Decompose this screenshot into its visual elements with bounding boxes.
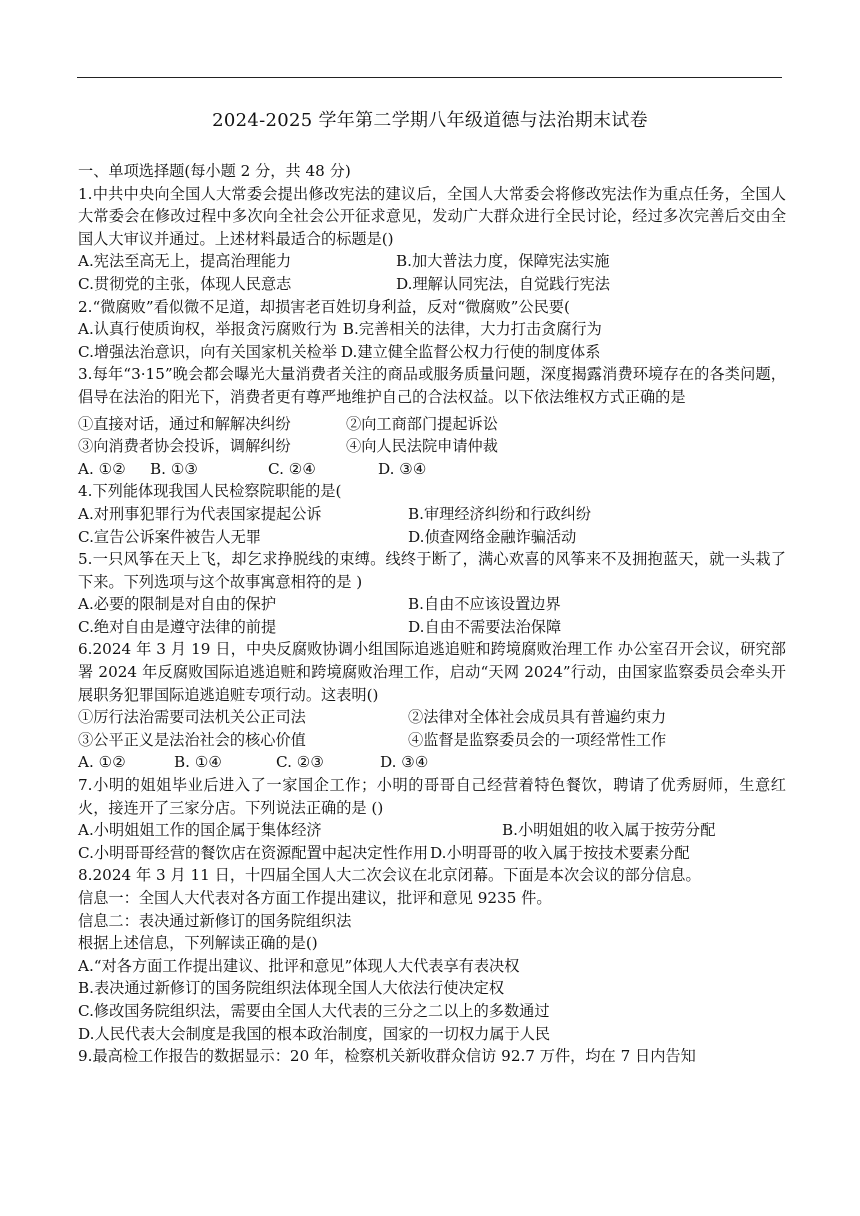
question-1-options-row-1 [78, 250, 786, 273]
question-5-stem: 5.一只风筝在天上飞，却乞求挣脱线的束缚。线终于断了，满心欢喜的风筝来不及拥抱蓝天，就一头栽了下来。下列选项与这个故事寓意相符的是 ) [78, 550, 786, 591]
question-6-statement-1: ①厉行法治需要司法机关公正司法 [78, 708, 306, 727]
question-7-stem: 7.小明的姐姐毕业后进入了一家国企工作；小明的哥哥自己经营着特色餐饮，聘请了优秀厨师，生意红火，接连开了三家分店。下列说法正确的是 () [78, 776, 786, 817]
question-2-option-b: B.完善相关的法律，大力打击贪腐行为 [342, 320, 602, 339]
question-6 [78, 638, 786, 774]
question-8-info-2: 信息二：表决通过新修订的国务院组织法 [78, 911, 352, 930]
question-6-stem: 6.2024 年 3 月 19 日，中央反腐败协调小组国际追逃追赃和跨境腐败治理工作 办公室召开会议，研究部署 2024 年反腐败国际追逃追赃和跨境腐败治理工作，启动“天网 2024”行动，由国家监察委员会牵头开展职务犯罪国际追逃追赃专项行动。这表明() [78, 640, 786, 704]
question-6-statement-2: ②法律对全体社会成员具有普遍约束力 [408, 708, 667, 727]
question-3-choice-c: C. ②④ [268, 459, 316, 478]
question-6-choice-a: A. ①② [78, 753, 126, 772]
question-3-choice-a: A. ①② [78, 459, 126, 478]
question-8-info-1: 信息一：全国人大代表对各方面工作提出建议，批评和意见 9235 件。 [78, 889, 552, 907]
question-7-option-a: A.小明姐姐工作的国企属于集体经济 [78, 821, 322, 840]
question-3-choices [78, 458, 786, 481]
question-7-option-b: B.小明姐姐的收入属于按劳分配 [502, 821, 716, 840]
question-8-prompt: 根据上述信息，下列解读正确的是() [78, 934, 318, 953]
question-4-option-b: B.审理经济纠纷和行政纠纷 [408, 504, 592, 523]
question-2-option-a: A.认真行使质询权，举报贪污腐败行为 [78, 320, 337, 339]
question-5 [78, 548, 786, 638]
question-5-options-row-1 [78, 593, 786, 616]
question-6-choices [78, 751, 786, 774]
question-4-options-row-1 [78, 503, 786, 526]
question-2 [78, 296, 786, 364]
question-2-option-d: D.建立健全监督公权力行使的制度体系 [340, 342, 601, 361]
question-3-statement-1: ①直接对话，通过和解解决纠纷 [78, 414, 291, 433]
question-3-statements-row-2 [78, 435, 786, 458]
question-1-option-b: B.加大普法力度，保障宪法实施 [396, 252, 610, 271]
question-8-stem: 8.2024 年 3 月 11 日，十四届全国人大二次会议在北京闭幕。下面是本次会议的部分信息。 [78, 866, 701, 885]
question-3-choice-b: B. ①③ [150, 459, 199, 478]
question-3-choice-d: D. ③④ [378, 459, 427, 478]
question-5-option-b: B.自由不应该设置边界 [408, 595, 561, 614]
question-7-options-row-1 [78, 819, 786, 842]
question-1-option-a: A.宪法至高无上，提高治理能力 [78, 252, 292, 271]
question-8-option-d: D.人民代表大会制度是我国的根本政治制度，国家的一切权力属于人民 [78, 1024, 551, 1043]
exam-body [78, 160, 786, 1068]
question-3-statement-4: ④向人民法院申请仲裁 [346, 437, 498, 456]
question-5-option-d: D.自由不需要法治保障 [408, 617, 562, 636]
question-3 [78, 363, 786, 480]
question-6-statement-3: ③公平正义是法治社会的核心价值 [78, 730, 306, 749]
question-1-stem: 1.中共中央向全国人大常委会提出修改宪法的建议后，全国人大常委会将修改宪法作为重点任务，全国人大常委会在修改过程中多次向全社会公开征求意见，发动广大群众进行全民讨论，经过多次完善后交由全国人大审议并通过。上述材料最适合的标题是() [78, 184, 786, 248]
question-1-option-c: C.贯彻党的主张，体现人民意志 [78, 274, 292, 293]
question-5-option-c: C.绝对自由是遵守法律的前提 [78, 617, 277, 636]
question-2-options-row-1 [78, 318, 786, 341]
question-4-stem: 4.下列能体现我国人民检察院职能的是( [78, 482, 342, 501]
question-8-option-a: A.“对各方面工作提出建议、批评和意见”体现人大代表享有表决权 [78, 956, 520, 975]
question-6-choice-d: D. ③④ [380, 753, 429, 772]
question-1-option-d: D.理解认同宪法，自觉践行宪法 [396, 274, 610, 293]
question-7-options-row-2 [78, 842, 786, 865]
question-3-statement-2: ②向工商部门提起诉讼 [346, 414, 498, 433]
question-8 [78, 864, 786, 1045]
question-7 [78, 774, 786, 864]
question-1-options-row-2 [78, 273, 786, 296]
question-7-option-d: D.小明哥哥的收入属于按技术要素分配 [430, 843, 690, 862]
question-5-option-a: A.必要的限制是对自由的保护 [78, 595, 277, 614]
question-4-options-row-2 [78, 526, 786, 549]
question-7-option-c: C.小明哥哥经营的餐饮店在资源配置中起决定性作用 [78, 843, 429, 862]
question-3-statement-3: ③向消费者协会投诉，调解纠纷 [78, 437, 291, 456]
question-9-stem: 9.最高检工作报告的数据显示：20 年，检察机关新收群众信访 92.7 万件，均在 7 日内告知 [78, 1047, 696, 1066]
section-heading: 一、单项选择题(每小题 2 分，共 48 分) [78, 162, 351, 180]
question-6-statements-row-1 [78, 706, 786, 729]
question-2-option-c: C.增强法治意识，向有关国家机关检举 [78, 342, 337, 361]
question-9 [78, 1045, 786, 1068]
question-8-option-c: C.修改国务院组织法，需要由全国人大代表的三分之二以上的多数通过 [78, 1001, 550, 1020]
question-6-choice-c: C. ②③ [276, 753, 324, 772]
question-6-choice-b: B. ①④ [174, 753, 223, 772]
question-8-option-b: B.表决通过新修订的国务院组织法体现全国人大依法行使决定权 [78, 979, 505, 998]
question-3-stem: 3.每年“3·15”晚会都会曝光大量消费者关注的商品或服务质量问题，深度揭露消费环境存在的各类问题，倡导在法治的阳光下，消费者更有尊严地维护自己的合法权益。以下依法维权方式正确的是 [78, 365, 786, 406]
question-5-options-row-2 [78, 616, 786, 639]
exam-title: 2024-2025 学年第二学期八年级道德与法治期末试卷 [212, 110, 648, 131]
top-rule [77, 77, 782, 78]
question-4-option-c: C.宣告公诉案件被告人无罪 [78, 527, 261, 546]
question-1 [78, 183, 786, 296]
question-6-statements-row-2 [78, 729, 786, 752]
question-6-statement-4: ④监督是监察委员会的一项经常性工作 [408, 730, 667, 749]
question-4-option-d: D.侦查网络金融诈骗活动 [408, 527, 577, 546]
question-3-statements-row-1 [78, 413, 786, 436]
question-4-option-a: A.对刑事犯罪行为代表国家提起公诉 [78, 504, 322, 523]
question-4 [78, 480, 786, 548]
question-2-stem: 2.“微腐败”看似微不足道，却损害老百姓切身利益，反对“微腐败”公民要( [78, 297, 570, 316]
question-2-options-row-2 [78, 341, 786, 364]
